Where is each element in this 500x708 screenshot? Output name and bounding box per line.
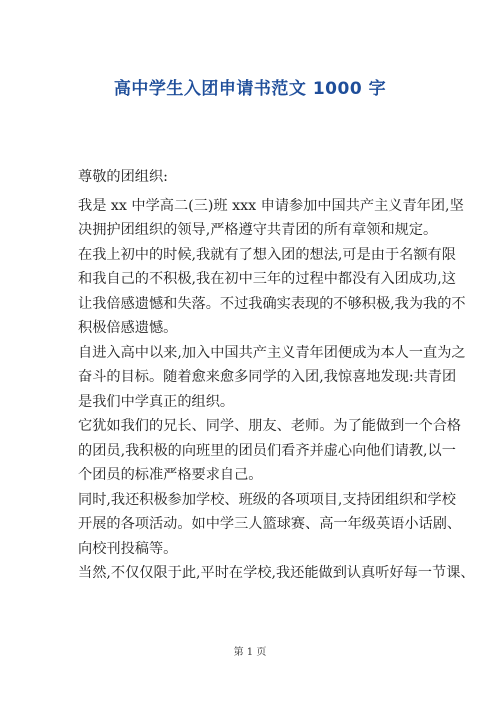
paragraph-line: 个团员的标准严格要求自己。	[78, 467, 263, 483]
paragraph-line: 向校刊投稿等。	[78, 540, 178, 557]
paragraph-line: 自进入高中以来,加入中国共产主义青年团便成为本人一直为之	[78, 344, 466, 361]
paragraph-line: 在我上初中的时候,我就有了想入团的想法,可是由于名额有限	[78, 246, 456, 263]
paragraph-line: 当然,不仅仅限于此,平时在学校,我还能做到认真听好每一节课、	[78, 565, 475, 581]
paragraph-line: 我是 xx 中学高二(三)班 xxx 申请参加中国共产主义青年团,坚	[78, 197, 464, 214]
paragraph-line: 它犹如我们的兄长、同学、朋友、老师。为了能做到一个合格	[78, 418, 462, 434]
paragraph-line: 是我们中学真正的组织。	[78, 393, 235, 410]
paragraph-line: 的团员,我积极的向班里的团员们看齐并虚心向他们请教,以一	[78, 442, 456, 459]
paragraph-line: 同时,我还积极参加学校、班级的各项项目,支持团组织和学校	[78, 491, 456, 508]
paragraph-line: 让我倍感遗憾和失落。不过我确实表现的不够积极,我为我的不	[78, 295, 466, 312]
paragraph-line: 开展的各项活动。如中学三人篮球赛、高一年级英语小话剧、	[78, 516, 462, 532]
page-number: 第 1 页	[233, 647, 267, 658]
paragraph-line: 决拥护团组织的领导,严格遵守共青团的所有章领和规定。	[78, 222, 438, 238]
document-body	[78, 165, 475, 586]
paragraph-line: 奋斗的目标。随着愈来愈多同学的入团,我惊喜地发现:共青团	[78, 369, 457, 385]
paragraph-line: 积极倍感遗憾。	[78, 320, 178, 336]
document-title: 高中学生入团申请书范文 1000 字	[113, 79, 387, 99]
paragraph-line: 和我自己的不积极,我在初中三年的过程中都没有入团成功,这	[78, 271, 456, 287]
paragraph-line-salutation: 尊敬的团组织:	[78, 169, 168, 185]
